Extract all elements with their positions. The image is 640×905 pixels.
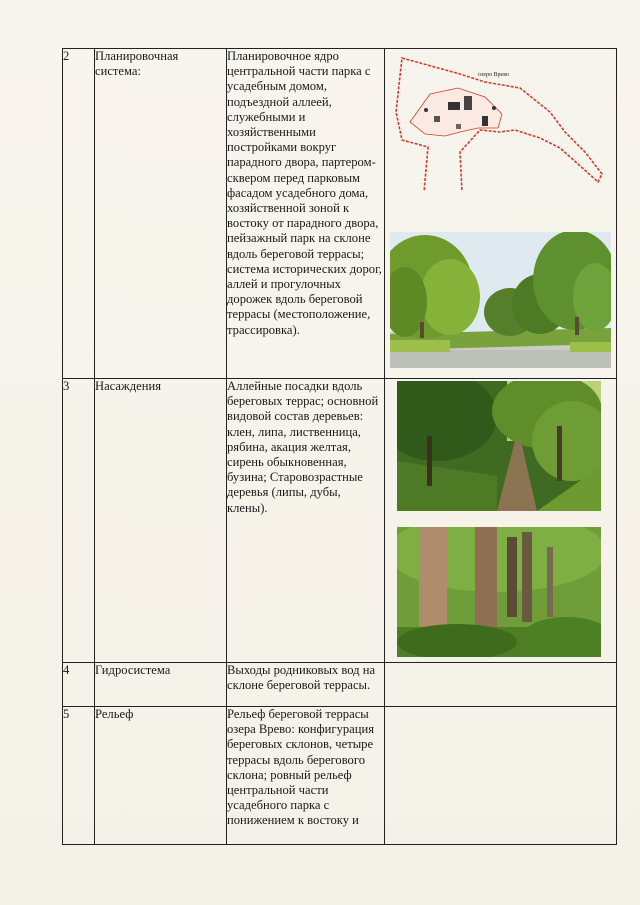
row-name: Насаждения xyxy=(95,379,227,663)
park-photo-image xyxy=(390,232,611,368)
row-name: Планировочная система: xyxy=(95,49,227,379)
row-description: Планировочное ядро центральной части парка с усадебным домом, подъездной аллеей, служебными и хозяйственными постройками вокруг парадного двора, партером-сквером перед парковым фасадом усадебного дома, хозяйственной зоной к востоку от парадного двора, пейзажный парк на склоне вдоль береговой террасы; система исторических дорог, аллей и прогулочных дорожек вдоль береговой террасы (местоположение, трассировка). xyxy=(227,49,385,379)
row-name: Гидросистема xyxy=(95,663,227,707)
alley-photo-image xyxy=(397,381,601,511)
row-images-cell xyxy=(385,707,617,845)
row-description: Рельеф береговой террасы озера Врево: конфигурация береговых склонов, четыре террасы вдоль берегового склона; ровный рельеф центральной части усадебного парка с понижением к востоку и xyxy=(227,707,385,845)
site-plan-map xyxy=(390,52,612,190)
table-row-hydro xyxy=(63,663,617,707)
table-row-relief xyxy=(63,707,617,845)
map-label-lake: озеро Врево xyxy=(478,72,509,78)
park-photo xyxy=(390,232,611,368)
site-plan-drawing xyxy=(390,52,612,190)
row-number: 2 xyxy=(63,49,95,379)
table-row-plantings xyxy=(63,379,617,663)
row-number: 3 xyxy=(63,379,95,663)
row-description: Аллейные посадки вдоль береговых террас; основной видовой состав деревьев: клен, липа, лиственница, рябина, акация желтая, сирень обыкновенная, бузина; Старовозрастные деревья (липы, дубы, клены). xyxy=(227,379,385,663)
old-trees-photo xyxy=(397,527,601,657)
row-name: Рельеф xyxy=(95,707,227,845)
row-number: 5 xyxy=(63,707,95,845)
row-number: 4 xyxy=(63,663,95,707)
old-trees-photo-image xyxy=(397,527,601,657)
row-description: Выходы родниковых вод на склоне береговой террасы. xyxy=(227,663,385,707)
alley-photo xyxy=(397,381,601,511)
row-images-cell xyxy=(385,379,617,663)
row-images-cell xyxy=(385,663,617,707)
